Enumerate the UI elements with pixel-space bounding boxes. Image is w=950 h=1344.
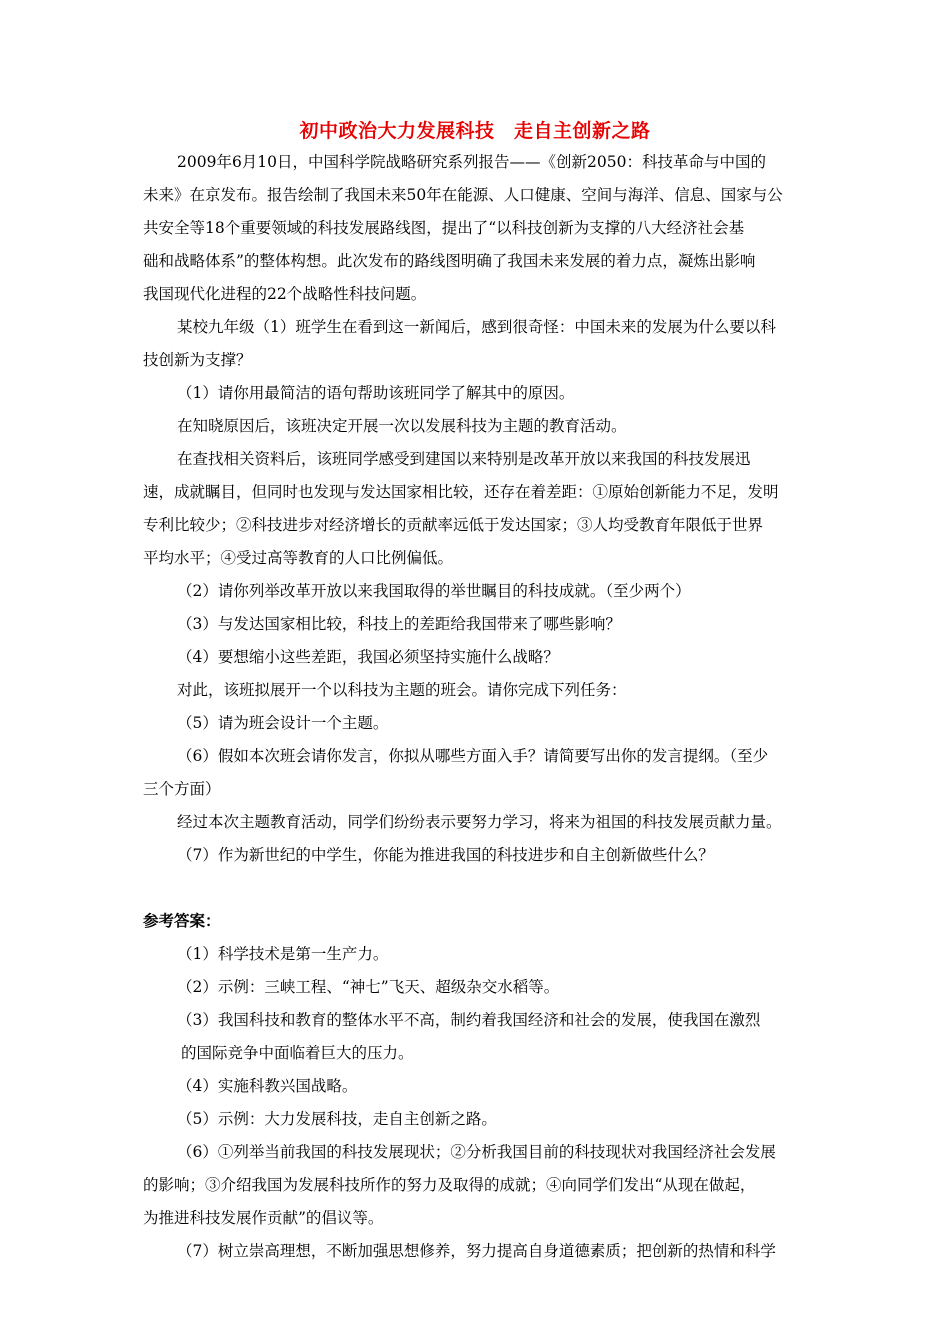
answer-line: （2）示例：三峡工程、“神七”飞天、超级杂交水稻等。 bbox=[177, 978, 560, 996]
answer-line: （1）科学技术是第一生产力。 bbox=[177, 945, 389, 963]
question-line: （5）请为班会设计一个主题。 bbox=[177, 714, 389, 732]
body-line: 对此，该班拟展开一个以科技为主题的班会。请你完成下列任务： bbox=[177, 681, 627, 699]
answer-line: 的国际竞争中面临着巨大的压力。 bbox=[181, 1044, 414, 1062]
answer-line: （3）我国科技和教育的整体水平不高，制约着我国经济和社会的发展，使我国在激烈 bbox=[177, 1011, 761, 1029]
answer-line: （7）树立崇高理想，不断加强思想修养，努力提高自身道德素质；把创新的热情和科学 bbox=[177, 1242, 776, 1260]
body-line: 专利比较少；②科技进步对经济增长的贡献率远低于发达国家；③人均受教育年限低于世界 bbox=[143, 516, 764, 534]
answers-heading: 参考答案： bbox=[143, 912, 221, 930]
answer-line: 的影响；③介绍我国为发展科技所作的努力及取得的成就；④向同学们发出“从现在做起， bbox=[143, 1176, 756, 1194]
answer-line: 为推进科技发展作贡献”的倡议等。 bbox=[143, 1209, 384, 1227]
body-line: 2009年6月10日，中国科学院战略研究系列报告——《创新2050：科技革命与中国的 bbox=[177, 153, 766, 171]
body-line: 础和战略体系”的整体构想。此次发布的路线图明确了我国未来发展的着力点，凝炼出影响 bbox=[143, 252, 756, 270]
question-line: （6）假如本次班会请你发言，你拟从哪些方面入手？请简要写出你的发言提纲。（至少 bbox=[177, 747, 769, 765]
body-line: 三个方面） bbox=[143, 780, 221, 798]
body-line: 某校九年级（1）班学生在看到这一新闻后，感到很奇怪：中国未来的发展为什么要以科 bbox=[177, 318, 776, 336]
answer-line: （4）实施科教兴国战略。 bbox=[177, 1077, 358, 1095]
document-title: 初中政治大力发展科技 走自主创新之路 bbox=[299, 120, 651, 142]
body-line: 未来》在京发布。报告绘制了我国未来50年在能源、人口健康、空间与海洋、信息、国家与公 bbox=[143, 186, 783, 204]
body-line: 共安全等18个重要领域的科技发展路线图，提出了“以科技创新为支撑的八大经济社会基 bbox=[143, 219, 745, 237]
answer-line: （6）①列举当前我国的科技发展现状；②分析我国目前的科技现状对我国经济社会发展 bbox=[177, 1143, 776, 1161]
body-line: 在知晓原因后，该班决定开展一次以发展科技为主题的教育活动。 bbox=[177, 417, 627, 435]
body-line: 技创新为支撑？ bbox=[143, 351, 252, 369]
question-line: （2）请你列举改革开放以来我国取得的举世瞩目的科技成就。（至少两个） bbox=[177, 582, 691, 600]
body-line: 速，成就瞩目，但同时也发现与发达国家相比较，还存在着差距：①原始创新能力不足，发明 bbox=[143, 483, 779, 501]
question-line: （4）要想缩小这些差距，我国必须坚持实施什么战略？ bbox=[177, 648, 559, 666]
body-line: 经过本次主题教育活动，同学们纷纷表示要努力学习，将来为祖国的科技发展贡献力量。 bbox=[177, 813, 782, 831]
body-line: 我国现代化进程的22个战略性科技问题。 bbox=[143, 285, 427, 303]
body-line: 平均水平；④受过高等教育的人口比例偏低。 bbox=[143, 549, 454, 567]
question-line: （3）与发达国家相比较，科技上的差距给我国带来了哪些影响？ bbox=[177, 615, 621, 633]
answer-line: （5）示例：大力发展科技，走自主创新之路。 bbox=[177, 1110, 497, 1128]
question-line: （7）作为新世纪的中学生，你能为推进我国的科技进步和自主创新做些什么？ bbox=[177, 846, 714, 864]
body-line: 在查找相关资料后，该班同学感受到建国以来特别是改革开放以来我国的科技发展迅 bbox=[177, 450, 751, 468]
question-line: （1）请你用最简洁的语句帮助该班同学了解其中的原因。 bbox=[177, 384, 575, 402]
